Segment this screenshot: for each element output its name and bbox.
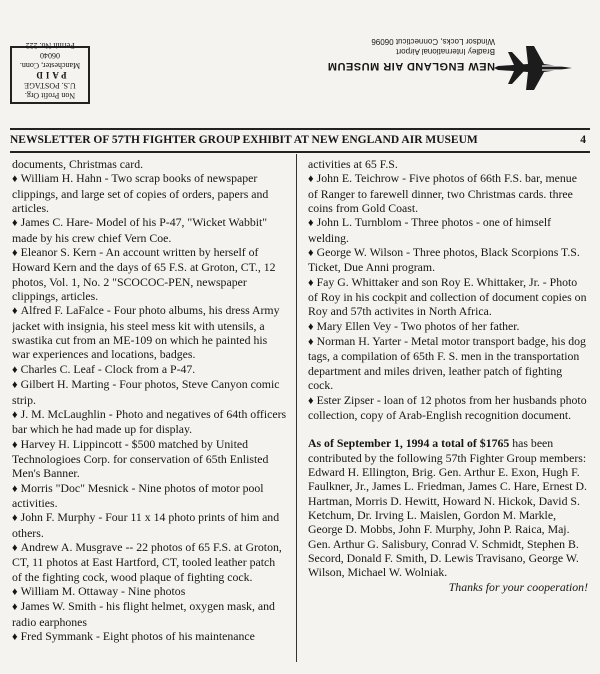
spacer	[308, 422, 588, 436]
donation-entry-text: Eleanor S. Kern - An account written by herself of Howard Kern and the days of 65 F.S. at Groton, CT., 12 photos, Vol. 1, No. 2 "SCOCOC-PEN, newspaper clippings, articles.	[12, 245, 276, 304]
diamond-bullet-icon: ♦	[12, 363, 18, 376]
donation-entry-text: James C. Hare- Model of his P-47, "Wicket Wabbit" made by his crew chief Vern Coe.	[12, 215, 268, 245]
lead-text: activities at 65 F.S.	[308, 157, 398, 171]
donation-entry-text: Morris "Doc" Mesnick - Nine photos of motor pool activities.	[12, 480, 264, 510]
diamond-bullet-icon: ♦	[308, 276, 314, 289]
donor-names: Edward H. Ellington, Brig. Gen. Arthur E. Exon, Hugh F. Faulkner, Jr., James L. Friedman, James C. Hare, Ernest D. Hartman, Morris D. Hewitt, Howard N. Hickok, David S. Ketchum, Dr. Irving L. Maislen, Gordon M. Markle, George D. Mobbs, John F. Murphy, John P. Raica, Maj. Gen. Arthur G. Salisbury, Conrad V. Schmidt, Stephen B. Secord, Donald F. Smith, D. Lewis Travisano, George W. Wilson, Michael W. Wolniak.	[308, 464, 587, 580]
donation-entry-text: Gilbert H. Marting - Four photos, Steve Canyon comic strip.	[12, 377, 280, 407]
donation-entry-text: Harvey H. Lippincott - $500 matched by United Technologioes Corp. for conservation of 65th Enlisted Men's Banner.	[12, 436, 269, 481]
donation-entry	[308, 215, 588, 245]
summary-text: has been contributed by the following 57th Fighter Group members:	[308, 436, 587, 465]
indicia-line: Non Profit Org.	[24, 91, 76, 100]
donation-entry-text: James W. Smith - his flight helmet, oxygen mask, and radio earphones	[12, 599, 275, 629]
header-rule-bottom	[10, 151, 590, 153]
header-rule-top	[10, 128, 590, 130]
page-number: 4	[580, 134, 586, 146]
diamond-bullet-icon: ♦	[12, 541, 18, 554]
museum-address	[265, 36, 495, 56]
diamond-bullet-icon: ♦	[12, 585, 18, 598]
diamond-bullet-icon: ♦	[308, 217, 314, 230]
diamond-bullet-icon: ♦	[12, 247, 18, 260]
contribution-summary	[308, 436, 588, 465]
indicia-line: Permit No. 222	[25, 41, 75, 50]
donation-entry-text: Alfred F. LaFalce - Four photo albums, his dress Army jacket with insignia, his steel mess kit with utensils, a swastika cut from an ME-109 on which he painted his war experiences and locations, badges.	[12, 303, 280, 362]
indicia-paid: PAID	[33, 70, 67, 80]
donation-entry-text: Norman H. Yarter - Metal motor transport badge, his dog tags, a compilation of 65th F. S. men in the transportation department and miles driven, leather patch of fighting cock.	[308, 334, 586, 393]
donation-entry-text: Fred Symmank - Eight photos of his maintenance	[20, 629, 255, 643]
donation-entry	[308, 171, 588, 215]
right-column	[308, 157, 588, 662]
diamond-bullet-icon: ♦	[308, 320, 314, 333]
donation-entry	[12, 377, 287, 407]
indicia-line: Manchester, Conn.	[19, 61, 81, 70]
donation-entry	[12, 407, 287, 437]
newsletter-header	[10, 134, 590, 150]
indicia-line: U.S. POSTAGE	[24, 81, 76, 90]
donation-entry-text: Mary Ellen Vey - Two photos of her father.	[316, 318, 520, 333]
summary-total: As of September 1, 1994 a total of $1765	[308, 436, 510, 451]
donation-entry	[12, 303, 287, 361]
diamond-bullet-icon: ♦	[12, 631, 18, 643]
donation-entry-text: Ester Zipser - loan of 12 photos from her husbands photo collection, copy of Arab-English recognition document.	[308, 392, 587, 422]
donation-entry	[308, 275, 588, 319]
museum-jet-logo-icon	[492, 38, 582, 98]
donation-list	[12, 171, 287, 644]
donation-entry	[308, 319, 588, 334]
postage-indicia	[10, 41, 90, 104]
thanks-note: Thanks for your cooperation!	[448, 579, 588, 594]
address-line: Windsor Locks, Connecticut 06096	[371, 37, 495, 46]
newsletter-title: NEWSLETTER OF 57TH FIGHTER GROUP EXHIBIT AT NEW ENGLAND AIR MUSEUM	[10, 134, 478, 146]
donation-entry	[308, 245, 588, 275]
diamond-bullet-icon: ♦	[12, 482, 18, 495]
donation-entry-text: Charles C. Leaf - Clock from a P-47.	[20, 361, 196, 376]
lead-text: documents, Christmas card.	[12, 157, 144, 171]
donation-entry-text: William H. Hahn - Two scrap books of newspaper clippings, and large set of copies of orders, papers and articles.	[12, 171, 269, 216]
donation-entry	[308, 393, 588, 423]
diamond-bullet-icon: ♦	[308, 394, 314, 407]
diamond-bullet-icon: ♦	[12, 379, 18, 392]
donation-entry	[12, 540, 287, 584]
donation-entry-text: George W. Wilson - Three photos, Black Scorpions T.S. Ticket, Due Anni program.	[308, 245, 580, 275]
diamond-bullet-icon: ♦	[308, 336, 314, 349]
indicia-line: 06040	[40, 51, 60, 60]
diamond-bullet-icon: ♦	[12, 601, 18, 614]
donation-entry	[12, 481, 287, 511]
column-divider	[296, 154, 297, 662]
diamond-bullet-icon: ♦	[12, 512, 18, 525]
donation-entry	[12, 599, 287, 629]
donation-entry-text: John E. Teichrow - Five photos of 66th F.S. bar, menue of Ranger to farewell dinner, two Christmas cards. three coins from Gold Coast.	[308, 171, 577, 216]
donation-entry-text: J. M. McLaughlin - Photo and negatives of 64th officers bar which he had made up for display.	[12, 406, 287, 437]
donation-entry	[12, 629, 287, 644]
donation-entry-text: John F. Murphy - Four 11 x 14 photo prints of him and others.	[12, 510, 280, 540]
diamond-bullet-icon: ♦	[308, 247, 314, 260]
diamond-bullet-icon: ♦	[12, 173, 18, 186]
donation-entry	[12, 510, 287, 540]
address-line: Bradley International Airport	[396, 47, 495, 56]
diamond-bullet-icon: ♦	[12, 408, 18, 421]
donation-entry	[12, 171, 287, 215]
diamond-bullet-icon: ♦	[12, 438, 18, 451]
left-column	[12, 157, 287, 662]
diamond-bullet-icon: ♦	[308, 173, 314, 186]
donation-entry-text: Andrew A. Musgrave -- 22 photos of 65 F.S. at Groton, CT, 11 photos at East Hartford, CT, tooled leather patch of the fighting cock, wood plaque of fighting cock.	[12, 539, 282, 584]
donation-entry-text: John L. Turnblom - Three photos - one of himself welding.	[308, 215, 552, 245]
donation-entry	[12, 437, 287, 481]
diamond-bullet-icon: ♦	[12, 217, 18, 230]
donation-list	[308, 171, 588, 422]
donation-entry-text: William M. Ottaway - Nine photos	[20, 583, 186, 598]
diamond-bullet-icon: ♦	[12, 305, 18, 318]
donation-entry-text: Fay G. Whittaker and son Roy E. Whittaker, Jr. - Photo of Roy in his cockpit and collection of document copies on Roy and 57th activites in North Africa.	[308, 274, 587, 319]
donation-entry	[12, 215, 287, 245]
donation-entry	[12, 362, 287, 377]
donation-entry	[12, 245, 287, 303]
donation-entry	[308, 334, 588, 392]
mailing-panel	[0, 0, 600, 118]
donation-entry	[12, 584, 287, 599]
museum-name: NEW ENGLAND AIR MUSEUM	[327, 60, 495, 72]
